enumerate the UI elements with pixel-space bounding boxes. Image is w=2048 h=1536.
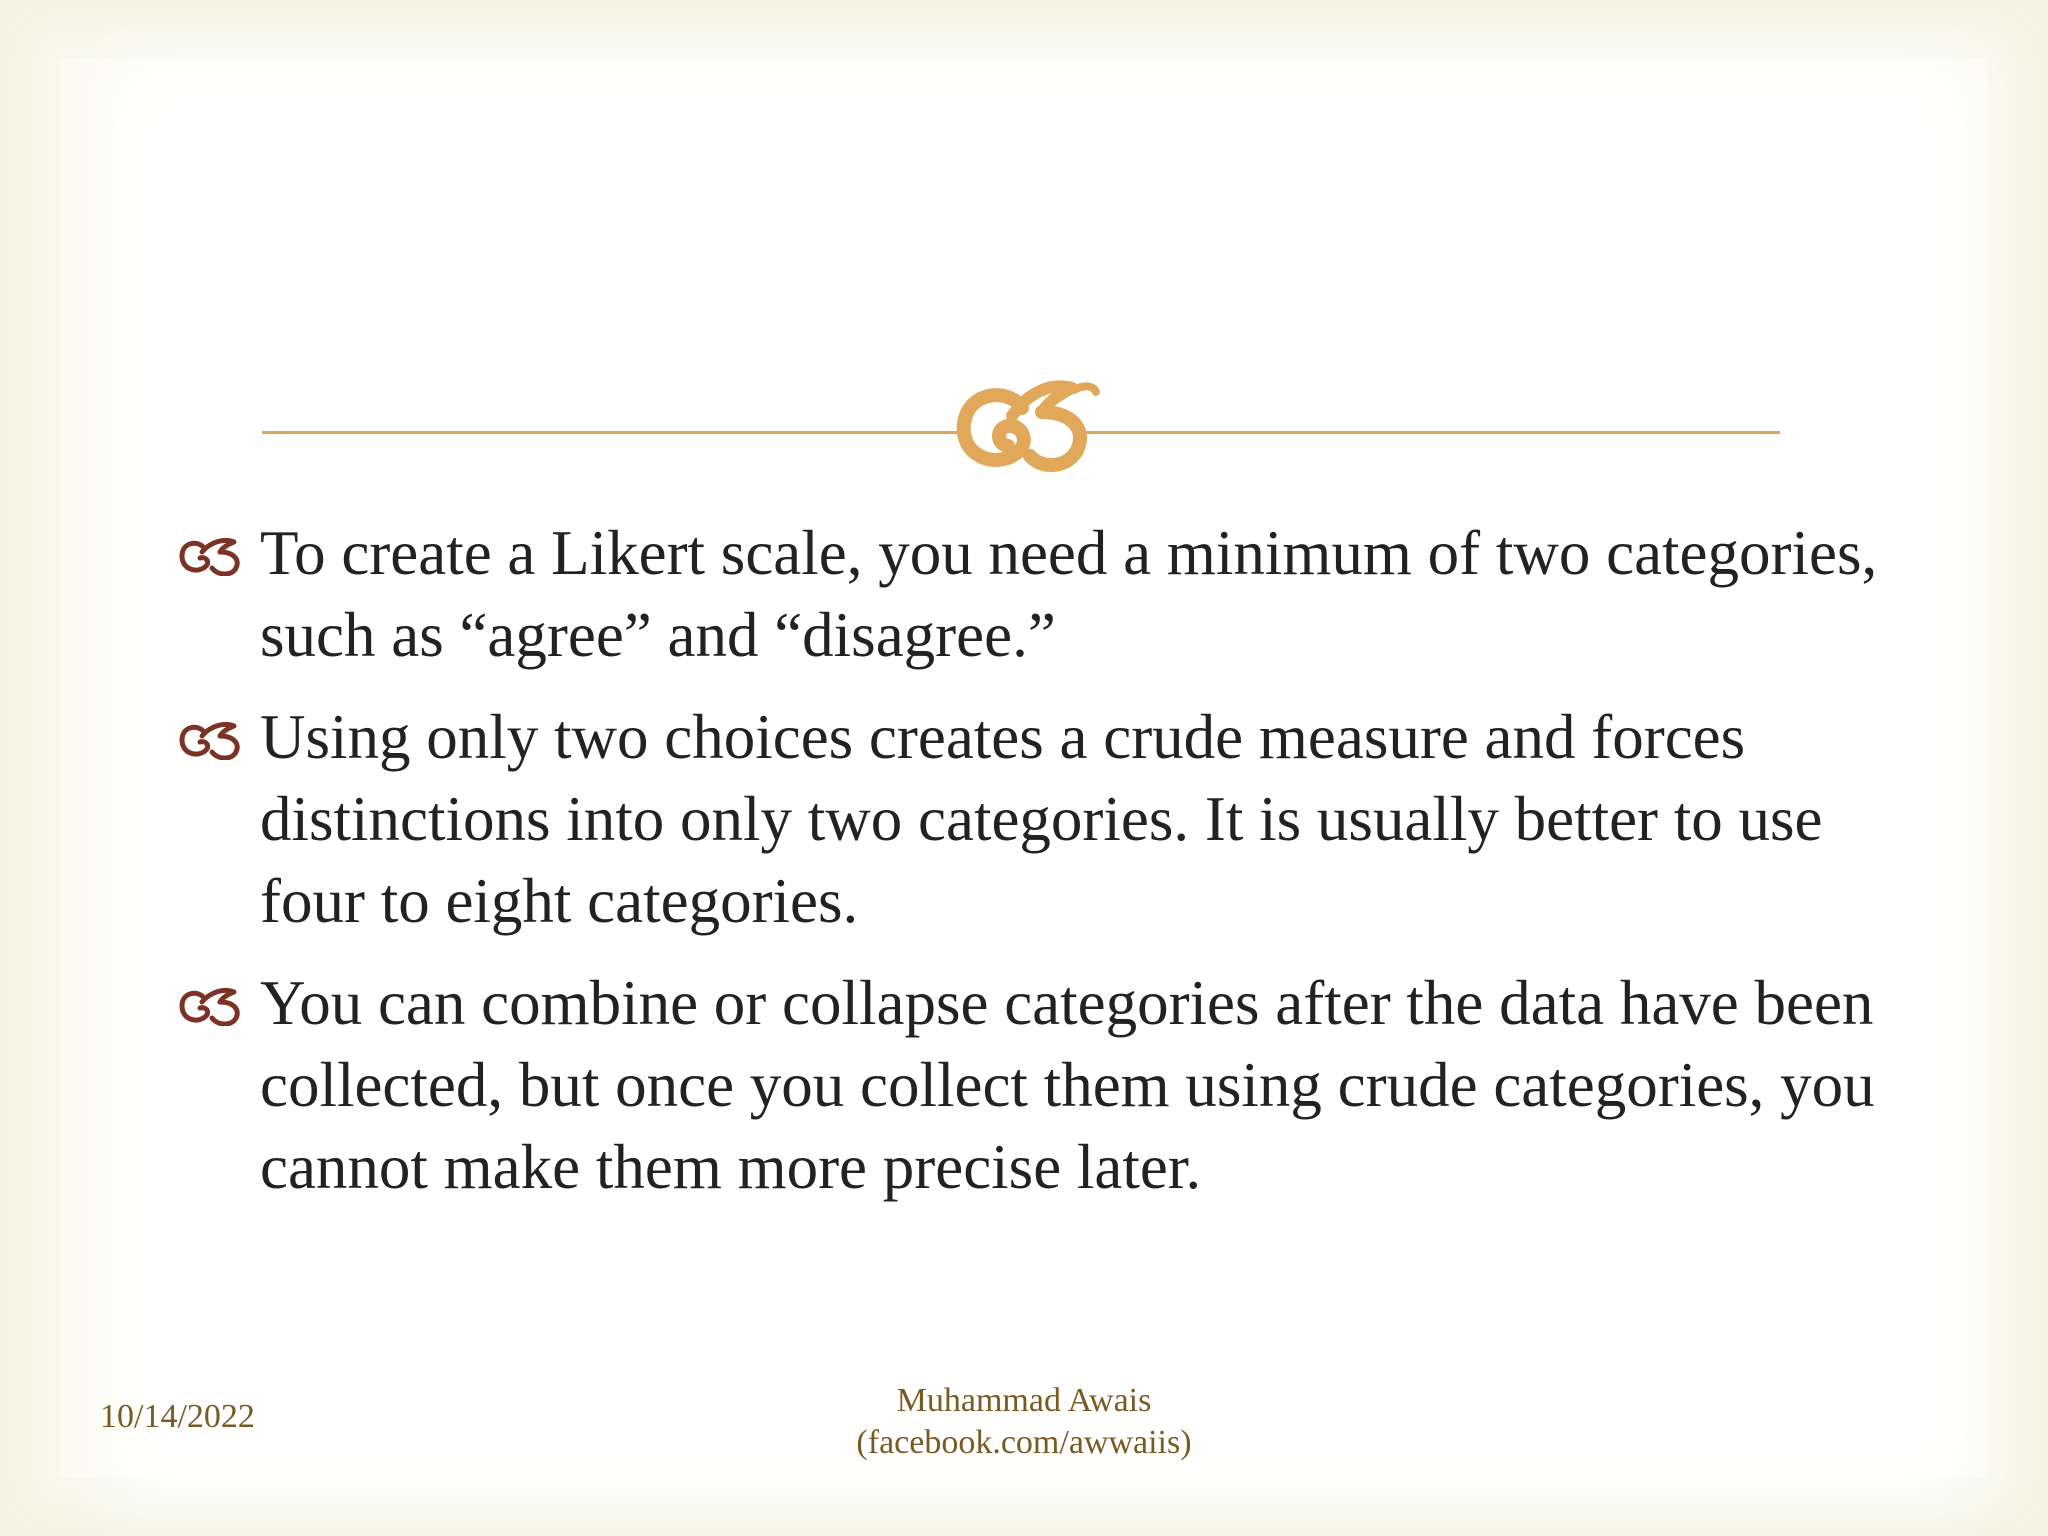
title-divider-left [262,431,962,434]
footer-author-link: (facebook.com/awwaiis) [856,1424,1192,1461]
bullet-item [178,962,1878,1208]
ornamental-scroll-bullet-icon [178,720,244,760]
ornamental-scroll-icon [952,372,1100,476]
ornamental-scroll-bullet-icon [178,986,244,1026]
bullet-text: Using only two choices creates a crude measure and forces distinctions into only two categories. It is usually better to use four to eight categories. [260,702,1823,936]
footer-author [724,1380,1324,1464]
bullet-text: To create a Likert scale, you need a minimum of two categories, such as “agree” and “disagree.” [260,518,1878,670]
footer-author-name: Muhammad Awais [896,1382,1152,1419]
title-divider-right [1080,431,1780,434]
footer-date: 10/14/2022 [100,1398,255,1435]
ornamental-scroll-bullet-icon [178,536,244,576]
bullet-item [178,696,1878,942]
bullet-list [178,512,1878,1228]
bullet-item [178,512,1878,676]
bullet-text: You can combine or collapse categories after the data have been collected, but once you collect them using crude categories, you cannot make them more precise later. [260,968,1875,1202]
